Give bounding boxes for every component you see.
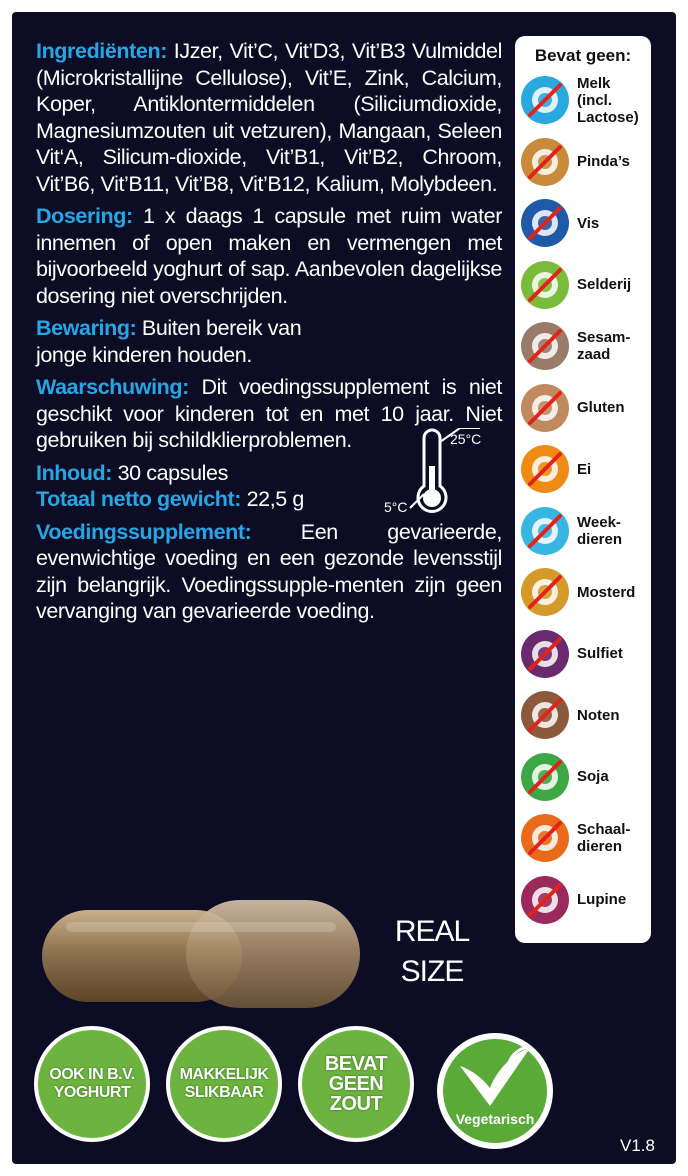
allergen-name: Noten — [577, 706, 620, 724]
info-column — [36, 38, 502, 631]
badge-easy-swallow: MAKKELIJK SLIKBAAR — [166, 1026, 282, 1142]
sesame-icon — [521, 322, 569, 370]
allergen-name: Mosterd — [577, 583, 636, 601]
contents-heading: Inhoud: — [36, 460, 112, 485]
storage-heading: Bewaring: — [36, 316, 137, 340]
allergen-item — [521, 626, 645, 682]
storage-block — [36, 315, 356, 368]
dosage-heading: Dosering: — [36, 204, 133, 228]
allergen-item — [521, 195, 645, 251]
warning-heading: Waarschuwing: — [36, 375, 189, 399]
allergen-name: Vis — [577, 214, 600, 232]
mustard-icon — [521, 568, 569, 616]
allergen-name: Soja — [577, 768, 609, 785]
allergen-item — [521, 134, 645, 190]
badge-no-salt: BEVAT GEEN ZOUT — [298, 1026, 414, 1142]
allergen-name: Selderij — [577, 276, 632, 293]
ingredients-text: IJzer, Vit’C, Vit’D3, Vit’B3 Vulmiddel (Microkristallijne Cellulose), Vit’E, Zink, Calcium, Koper, Antiklontermiddelen (Siliciumdioxide, Magnesiumzouten uit vetzuren), Mangaan, Seleen Vit‘A, Silicum-dioxide, Vit’B1, Vit’B2, Chroom, Vit’B6, Vit’B11, Vit’B8, Vit’B12, Kalium, Molybdeen. — [36, 39, 502, 196]
allergen-item — [521, 687, 645, 743]
milk-icon — [521, 76, 569, 124]
allergen-name: Sulfiet — [577, 645, 623, 662]
warning-text: Dit voedingssupplement is niet geschikt voor kinderen tot en met 10 jaar. Niet gebruiken bij schildklierproblemen. — [36, 375, 502, 452]
fish-icon — [521, 199, 569, 247]
soy-icon — [521, 753, 569, 801]
peanut-icon — [521, 138, 569, 186]
dosage-block — [36, 203, 502, 309]
allergen-name: Ei — [577, 460, 592, 478]
vegetarian-label: Vegetarisch — [455, 1111, 535, 1127]
ingredients-block — [36, 38, 502, 197]
allergen-item — [521, 749, 645, 805]
allergen-item — [521, 872, 645, 928]
badge-yoghurt: OOK IN B.V. YOGHURT — [34, 1026, 150, 1142]
product-label — [12, 12, 676, 1164]
supplement-block — [36, 519, 502, 625]
allergen-name: Schaal- dieren — [577, 821, 631, 855]
allergen-name: Melk (incl. Lactose) — [577, 74, 639, 126]
temp-min: 5°C — [384, 499, 408, 515]
storage-text: Buiten bereik van jonge kinderen houden. — [36, 316, 302, 367]
allergen-item — [521, 257, 645, 313]
nut-icon — [521, 691, 569, 739]
allergen-item — [521, 503, 645, 559]
allergen-name: Pinda’s — [577, 153, 630, 170]
allergen-name: Week- dieren — [577, 513, 623, 548]
allergen-item — [521, 564, 645, 620]
net-weight-heading: Totaal netto gewicht: — [36, 487, 242, 511]
vegetarian-badge — [430, 1026, 560, 1156]
allergen-item — [521, 380, 645, 436]
allergen-name: Lupine — [577, 891, 627, 908]
dosage-text: 1 x daags 1 capsule met ruim water innemen of open maken en vermengen met bijvoorbeeld yoghurt of sap. Aanbevolen dagelijkse dosering niet overschrijden. — [36, 204, 502, 308]
allergen-name: Gluten — [577, 399, 625, 416]
thermometer — [380, 428, 490, 528]
net-weight-text: 22,5 g — [241, 487, 304, 511]
lupine-icon — [521, 876, 569, 924]
allergen-panel — [515, 36, 651, 943]
allergen-item — [521, 318, 645, 374]
egg-icon — [521, 445, 569, 493]
allergen-item — [521, 441, 645, 497]
supplement-text: Een gevarieerde, evenwichtige voeding en een gezonde levensstijl zijn belangrijk. Voedingssupple-menten zijn geen vervanging van gevarieerde voeding. — [36, 519, 502, 623]
capsule-image — [36, 892, 366, 1012]
contents-text: 30 capsules — [112, 460, 228, 485]
allergen-item — [521, 72, 645, 128]
version-label: V1.8 — [620, 1136, 655, 1155]
ingredients-heading: Ingrediënten: — [36, 39, 167, 63]
supplement-heading: Voedingssupplement: — [36, 519, 252, 544]
allergen-item — [521, 810, 645, 866]
allergen-title: Bevat geen: — [534, 46, 632, 65]
celery-icon — [521, 261, 569, 309]
allergen-name: Sesam- zaad — [577, 329, 631, 363]
temp-max: 25°C — [450, 431, 482, 447]
real-size-label: REAL SIZE — [394, 915, 470, 988]
sulfite-icon — [521, 630, 569, 678]
wheat-icon — [521, 384, 569, 432]
crab-icon — [521, 814, 569, 862]
shell-icon — [521, 507, 569, 555]
